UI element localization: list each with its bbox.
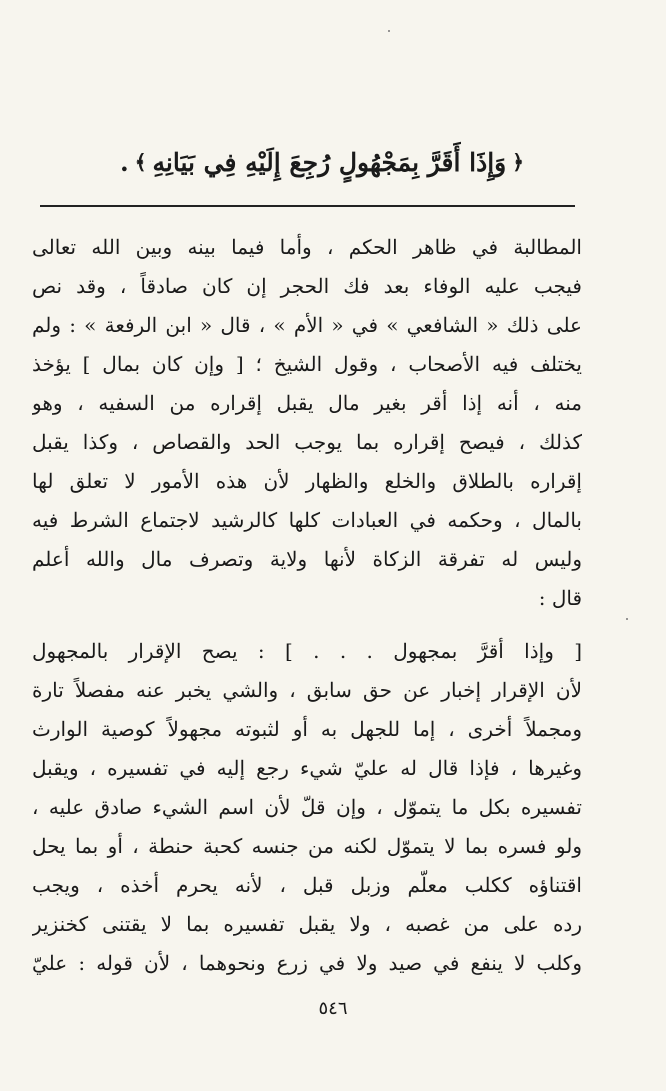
text-line: بالمال ، وحكمه في العبادات كلها كالرشيد لاجتماع الشرط فيه — [32, 508, 582, 532]
chapter-heading — [110, 142, 540, 182]
opening-ornament: ﴿ — [512, 150, 524, 174]
text-line: قال : — [538, 586, 582, 610]
heading-divider — [40, 205, 575, 207]
text-line: اقتناؤه ككلب معلّم وزبل قبل ، لأنه يحرم أخذه ، ويجب — [32, 873, 582, 897]
text-line: إقراره بالطلاق والخلع والظهار لأن هذه الأمور لا تعلق لها — [32, 469, 582, 493]
text-line: [ وإذا أقرَّ بمجهول . . . ] : يصح الإقرار بالمجهول — [32, 639, 582, 663]
page-number: ٥٤٦ — [318, 998, 348, 1019]
commentary-paragraph-1 — [32, 228, 582, 618]
text-line: فيجب عليه الوفاء بعد فك الحجر إن كان صادقاً ، وقد نص — [32, 274, 582, 298]
text-line: كذلك ، فيصح إقراره بما يوجب الحد والقصاص ، وكذا يقبل — [32, 430, 582, 454]
scan-speck — [388, 30, 390, 32]
heading-text: وَإِذَا أَقَرَّ بِمَجْهُولٍ رُجِعَ إِلَيْهِ فِي بَيَانِهِ — [152, 147, 507, 177]
text-line: رده على من غصبه ، ولا يقبل تفسيره بما لا يقتنى كخنزير — [32, 912, 582, 936]
commentary-paragraph-2 — [32, 632, 582, 983]
text-line: يختلف فيه الأصحاب ، وقول الشيخ ؛ [ وإن كان بمال ] يؤخذ — [32, 352, 582, 376]
text-line: وكلب لا ينفع في صيد ولا في زرع ونحوهما ، لأن قوله : عليّ — [32, 951, 582, 975]
heading-end-mark: . — [120, 147, 129, 177]
text-line: منه ، أنه إذا أقر بغير مال يقبل إقراره من السفيه ، وهو — [32, 391, 582, 415]
text-line: وغيرها ، فإذا قال له عليّ شيء رجع إليه في تفسيره ، ويقبل — [32, 756, 582, 780]
scan-speck — [626, 618, 628, 620]
text-line: ومجملاً أخرى ، إما للجهل به أو لثبوته مجهولاً كوصية الوارث — [32, 717, 582, 741]
text-line: ولو فسره بما لا يتموّل لكنه من جنسه كحبة حنطة ، أو بما يحل — [32, 834, 582, 858]
closing-ornament: ﴾ — [134, 150, 147, 174]
text-line: على ذلك « الشافعي » في « الأم » ، قال « ابن الرفعة » : ولم — [32, 313, 582, 337]
text-line: المطالبة في ظاهر الحكم ، وأما فيما بينه وبين الله تعالى — [32, 235, 582, 259]
text-line: لأن الإقرار إخبار عن حق سابق ، والشي يخبر عنه مفصلاً تارة — [32, 678, 582, 702]
text-line: وليس له تفرقة الزكاة لأنها ولاية وتصرف مال والله أعلم — [32, 547, 582, 571]
text-line: تفسيره بكل ما يتموّل ، وإن قلّ لأن اسم الشيء صادق عليه ، — [32, 795, 582, 819]
